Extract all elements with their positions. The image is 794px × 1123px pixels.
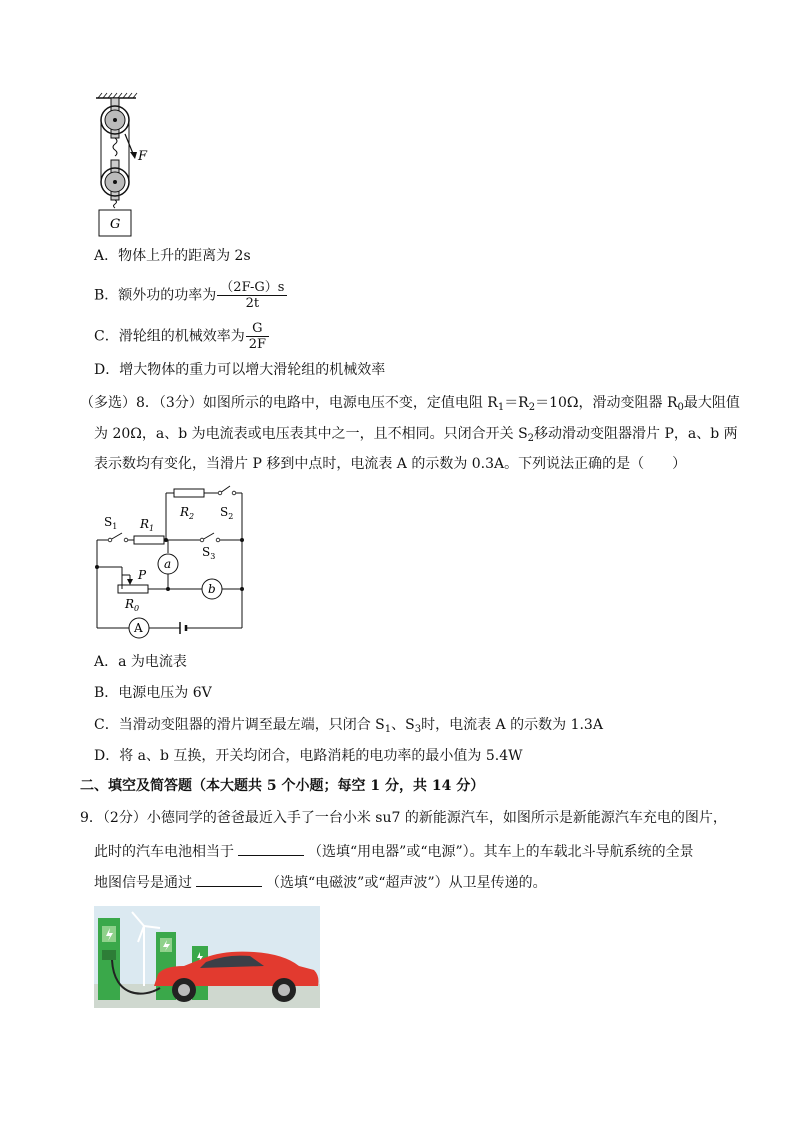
q8-option-c: [94, 715, 603, 740]
meter-a-label: a: [164, 557, 172, 571]
pulley-figure: [92, 92, 162, 240]
q7-option-c: [94, 321, 269, 352]
q7-option-c-fraction: [246, 321, 269, 352]
label-r2: $R_2$: [180, 505, 195, 521]
q8-text: （多选）8．（3分）如图所示的电路中，电源电压不变，定值电阻 R: [80, 395, 498, 411]
q8-option-c-text: C．当滑动变阻器的滑片调至最左端，只闭合 S: [94, 717, 385, 733]
q8-option-c-text: 、S: [391, 717, 415, 733]
subscript: 1: [497, 402, 505, 413]
section-heading: 二、填空及简答题（本大题共 5 个小题；每空 1 分，共 14 分）: [80, 778, 485, 794]
load-label: G: [110, 217, 121, 232]
q8-stem-line3: 表示数均有变化，当滑片 P 移到中点时，电流表 A 的示数为 0.3A。下列说法正确的是（ ）: [94, 456, 687, 472]
label-s1: $S_1$: [104, 515, 118, 531]
q7-option-b: [94, 280, 287, 311]
q8-text: 最大阻值: [683, 395, 740, 411]
q9-line2: [94, 841, 694, 862]
q8-option-c-text: 时，电流表 A 的示数为 1.3A: [421, 717, 603, 733]
q8-option-d: D．将 a、b 互换，开关均闭合，电路消耗的电功率的最小值为 5.4W: [94, 748, 523, 764]
q8-option-b: B．电源电压为 6V: [94, 685, 212, 701]
q9-line1: 9．（2分）小德同学的爸爸最近入手了一台小米 su7 的新能源汽车，如图所示是新能源汽车充电的图片，: [80, 810, 727, 826]
answer-blank-1[interactable]: [238, 841, 304, 856]
answer-blank-2[interactable]: [196, 872, 262, 887]
subscript: 3: [414, 724, 422, 735]
q9-text: （选填“用电器”或“电源”）。其车上的车载北斗导航系统的全景: [308, 844, 694, 860]
label-s2: $S_2$: [220, 505, 234, 521]
fraction-numerator: （2F-G）s: [217, 280, 287, 296]
q8-text: ＝10Ω，滑动变阻器 R: [535, 395, 678, 411]
q7-option-b-text: B．额外功的功率为: [94, 287, 217, 304]
q7-option-a: A．物体上升的距离为 2s: [94, 248, 251, 264]
ev-charging-image: [94, 906, 320, 1008]
subscript: 1: [384, 724, 392, 735]
q7-option-c-text: C．滑轮组的机械效率为: [94, 328, 245, 345]
q9-text: 此时的汽车电池相当于: [94, 844, 234, 860]
q8-text: ＝R: [504, 395, 529, 411]
meter-b-label: b: [208, 582, 216, 596]
q8-stem-line2: [94, 424, 738, 449]
subscript: 2: [528, 402, 536, 413]
force-label: F: [138, 149, 148, 164]
ammeter-label: A: [134, 621, 143, 635]
q9-text: 地图信号是通过: [94, 875, 192, 891]
subscript: 2: [527, 433, 535, 444]
label-p: P: [138, 568, 147, 582]
q8-stem-line1: [80, 393, 740, 418]
q8-option-a: A．a 为电流表: [94, 654, 187, 670]
fraction-denominator: 2F: [248, 337, 267, 352]
q9-text: （选填“电磁波”或“超声波”）从卫星传递的。: [266, 875, 547, 891]
label-s3: $S_3$: [202, 545, 216, 561]
q7-option-b-fraction: [217, 280, 287, 311]
q7-option-d: D．增大物体的重力可以增大滑轮组的机械效率: [94, 362, 386, 378]
circuit-diagram: [92, 480, 252, 640]
label-r0: $R_0$: [125, 597, 140, 613]
q9-line3: [94, 872, 547, 893]
charger-icon: [98, 918, 120, 1000]
subscript: 0: [677, 402, 684, 413]
fraction-numerator: G: [246, 321, 269, 337]
q8-text: 移动滑动变阻器滑片 P，a、b 两: [534, 426, 738, 442]
label-r1: $R_1$: [140, 517, 155, 533]
q8-text: 为 20Ω，a、b 为电流表或电压表其中之一，且不相同。只闭合开关 S: [94, 426, 528, 442]
fraction-denominator: 2t: [245, 296, 260, 311]
